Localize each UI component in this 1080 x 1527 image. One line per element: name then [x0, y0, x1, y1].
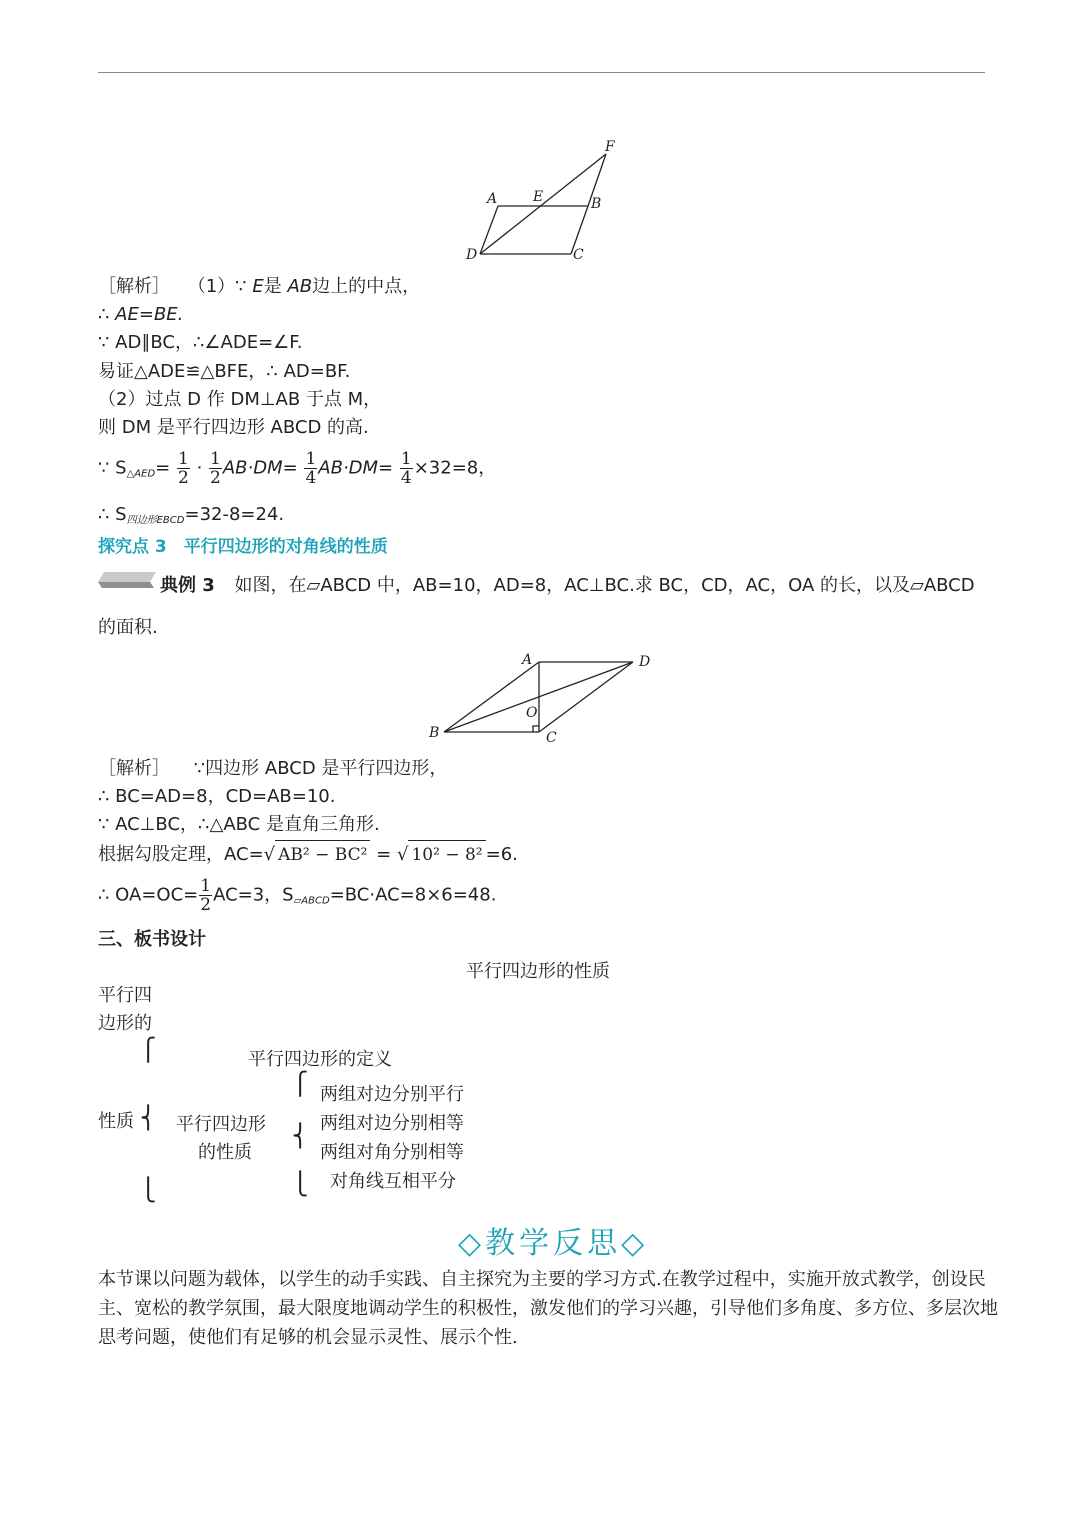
solution1-line4: 易证△ADE≌△BFE，∴ AD=BF.	[98, 361, 351, 382]
top-rule	[98, 72, 985, 73]
reflection-text: 本节课以问题为载体，以学生的动手实践、自主探究为主要的学习方式.在教学过程中，实施开放式教学，创设民主、宽松的教学氛围，最大限度地调动学生的积极性，激发他们的学习兴趣，引导他们多角度、多方位、多层次地思考问题，使他们有足够的机会显示灵性、展示个性.	[98, 1269, 998, 1348]
solution1-line8: ∴ $S_{四边形EBCD}=32-8=24$.	[98, 504, 285, 526]
label-c: C	[546, 730, 557, 746]
board-definition: 平行四边形的定义	[248, 1049, 392, 1070]
fraction-half: $\frac{1}{2}$	[178, 449, 189, 488]
board-item: 两组对角分别相等	[320, 1142, 464, 1163]
seg-cd	[539, 662, 633, 732]
brace2-mid-icon: ⎨	[292, 1124, 309, 1149]
label-d: D	[466, 247, 478, 263]
brace-bottom-icon: ⎩	[140, 1178, 157, 1203]
section3-heading: 探究点 3 平行四边形的对角线的性质	[98, 537, 388, 557]
reflection-title: ◇教学反思◇	[458, 1226, 649, 1261]
board-left-2: 边形的	[98, 1013, 152, 1034]
label-d: D	[639, 654, 651, 670]
board-left-3: 性质	[98, 1111, 134, 1132]
brace-top-icon: ⎧	[140, 1038, 157, 1063]
solution1-line5: （2）过点 D 作 DM⊥AB 于点 M，	[98, 389, 382, 410]
solution1-line6: 则 DM 是平行四边形 ABCD 的高.	[98, 417, 369, 438]
fraction-half-2: $\frac{1}{2}$	[210, 449, 221, 488]
figure-parallelogram-abcd	[420, 648, 660, 748]
seg-ab	[444, 662, 539, 732]
board-left-1: 平行四	[98, 985, 152, 1006]
brace2-bottom-icon: ⎩	[292, 1172, 309, 1197]
label-o: O	[526, 705, 538, 721]
solution-tag: ［解析］	[98, 758, 170, 779]
solution2-line1: ［解析］ ∵四边形 ABCD 是平行四边形，	[98, 758, 448, 779]
solution2-line2: ∴ BC=AD=8，CD=AB=10.	[98, 786, 336, 807]
example-flag-icon	[98, 572, 156, 588]
label-f: F	[605, 139, 615, 155]
sqrt-10-8: √ 10² − 8²	[397, 840, 486, 869]
solution2-line3: ∵ AC⊥BC，∴△ABC 是直角三角形.	[98, 814, 380, 835]
board-mid-2: 的性质	[198, 1142, 252, 1163]
board-item: 对角线互相平分	[330, 1171, 456, 1192]
label-e: E	[533, 189, 544, 205]
fraction-quarter: $\frac{1}{4}$	[305, 449, 317, 488]
label-c: C	[573, 247, 584, 263]
solution-tag: ［解析］	[98, 276, 170, 297]
solution2-line5: ∴ OA=OC= $\frac{1}{2}$ AC=3，$S_{▱ABCD}=BC\cdot AC=8\times 6=48$.	[98, 876, 497, 915]
example3-text-cont: 的面积.	[98, 617, 158, 638]
label-b: B	[591, 196, 602, 212]
board-title: 平行四边形的性质	[466, 961, 610, 982]
sqrt-ab-bc: √ AB² − BC²	[264, 840, 371, 869]
board-item: 两组对边分别相等	[320, 1113, 464, 1134]
board-item: 两组对边分别平行	[320, 1084, 464, 1105]
board-mid-1: 平行四边形	[176, 1114, 266, 1135]
solution1-line7: ∵ $S_{\triangle AED}=$ $\frac{1}{2}$ · $\frac{1}{2}$ AB·DM= $\frac{1}{4}$ AB·DM= $\frac{1}{4}$ ×32=8，	[98, 449, 497, 488]
board-heading: 三、板书设计	[98, 929, 206, 950]
figure-parallelogram-efd	[455, 135, 625, 265]
solution1-line3: ∵ AD∥BC，∴∠ADE=∠F.	[98, 332, 303, 353]
solution2-line4: 根据勾股定理，AC=√ AB² − BC² = √ 10² − 8² =6.	[98, 840, 518, 869]
label-a: A	[522, 652, 533, 668]
fraction-half-3: $\frac{1}{2}$	[200, 876, 212, 915]
brace-mid-icon: ⎨	[140, 1106, 157, 1131]
solution1-line2: ∴ AE=BE.	[98, 304, 184, 325]
example3-label: 典例 3	[160, 575, 215, 596]
example3-text: 典例 3 如图，在▱ABCD 中，AB=10，AD=8，AC⊥BC.求 BC，CD，AC，OA 的长，以及▱ABCD	[160, 575, 975, 596]
right-angle-mark	[533, 726, 539, 732]
brace2-top-icon: ⎧	[292, 1072, 309, 1097]
solution1-line1: ［解析］ （1）∵ E是 AB边上的中点，	[98, 276, 421, 297]
fraction-quarter-2: $\frac{1}{4}$	[400, 449, 412, 488]
label-a: A	[487, 191, 498, 207]
label-b: B	[429, 725, 440, 741]
